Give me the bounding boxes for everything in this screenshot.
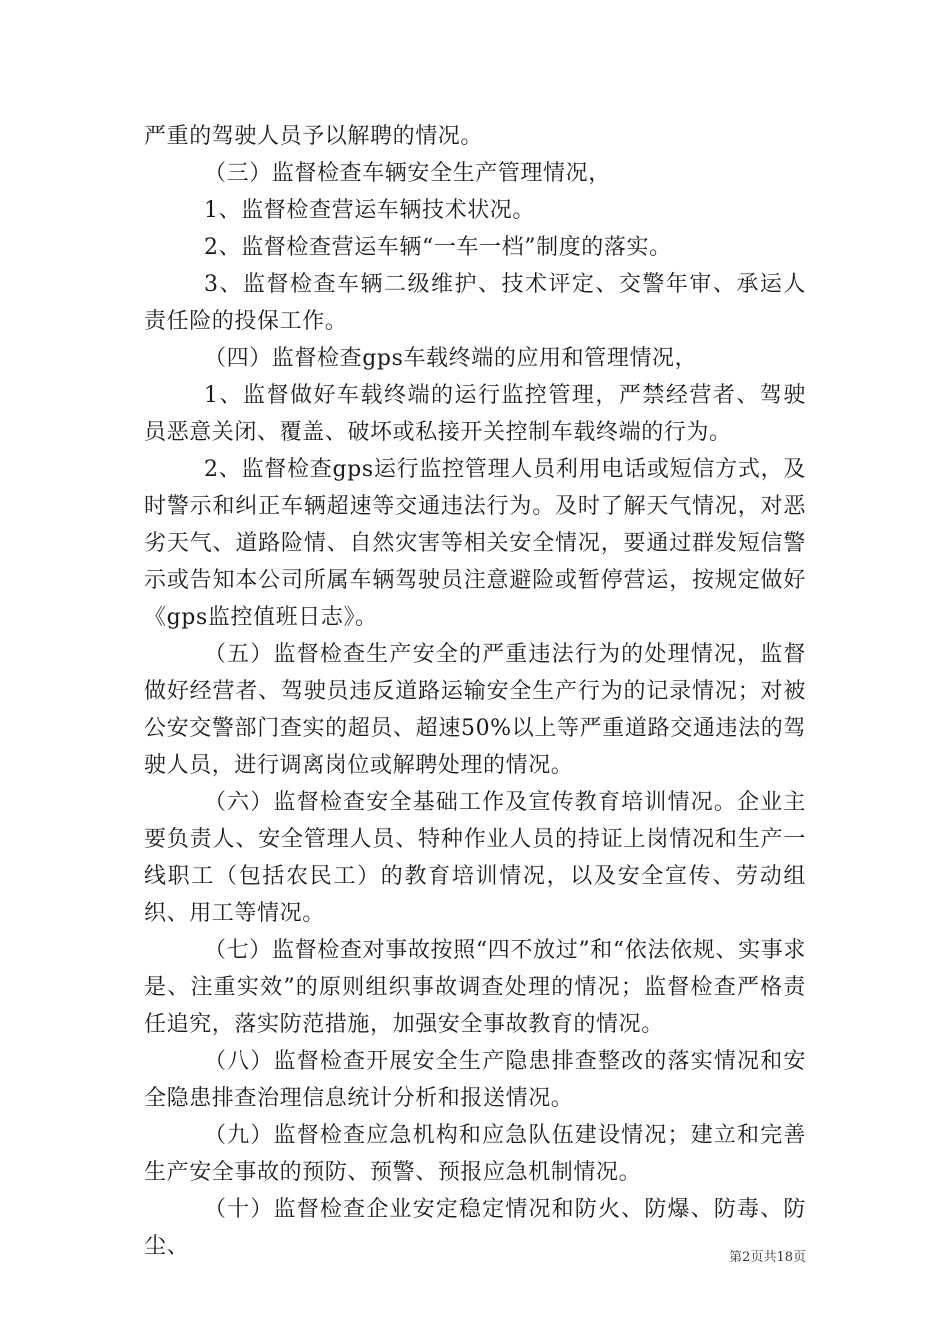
document-body <box>144 118 806 1265</box>
section-paragraph-7: （七）监督检查对事故按照“四不放过”和“依法依规、实事求是、注重实效”的原则组织事故调查处理的情况；监督检查严格责任追究，落实防范措施，加强安全事故教育的情况。 <box>144 938 806 1037</box>
section-paragraph-10: （十）监督检查企业安定稳定情况和防火、防爆、防毒、防尘、 <box>144 1197 806 1259</box>
list-item: 1、监督做好车载终端的运行监控管理，严禁经营者、驾驶员恶意关闭、覆盖、破坏或私接开关控制车载终端的行为。 <box>144 383 806 445</box>
list-item: 1、监督检查营运车辆技术状况。 <box>204 198 535 223</box>
section-paragraph-8: （八）监督检查开展安全生产隐患排查整改的落实情况和安全隐患排查治理信息统计分析和报送情况。 <box>144 1049 806 1111</box>
list-item: 3、监督检查车辆二级维护、技术评定、交警年审、承运人责任险的投保工作。 <box>144 272 806 334</box>
page-number-footer: 第2页共18页 <box>729 1250 806 1265</box>
section-paragraph-6: （六）监督检查安全基础工作及宣传教育培训情况。企业主要负责人、安全管理人员、特种作业人员的持证上岗情况和生产一线职工（包括农民工）的教育培训情况，以及安全宣传、劳动组织、用工等情况。 <box>144 790 806 926</box>
section-heading-4: （四）监督检查gps车载终端的应用和管理情况， <box>204 346 698 371</box>
list-item: 2、监督检查营运车辆“一车一档”制度的落实。 <box>204 235 672 260</box>
section-paragraph-9: （九）监督检查应急机构和应急队伍建设情况；建立和完善生产安全事故的预防、预警、预报应急机制情况。 <box>144 1123 806 1185</box>
list-item: 2、监督检查gps运行监控管理人员利用电话或短信方式，及时警示和纠正车辆超速等交通违法行为。及时了解天气情况，对恶劣天气、道路险情、自然灾害等相关安全情况，要通过群发短信警示或告知本公司所属车辆驾驶员注意避险或暂停营运，按规定做好《gps监控值班日志》。 <box>144 457 806 630</box>
section-heading-3: （三）监督检查车辆安全生产管理情况， <box>204 161 611 186</box>
paragraph-continuation: 严重的驾驶人员予以解聘的情况。 <box>144 124 484 149</box>
section-paragraph-5: （五）监督检查生产安全的严重违法行为的处理情况，监督做好经营者、驾驶员违反道路运输安全生产行为的记录情况；对被公安交警部门查实的超员、超速50%以上等严重道路交通违法的驾驶人员，进行调离岗位或解聘处理的情况。 <box>144 642 806 778</box>
